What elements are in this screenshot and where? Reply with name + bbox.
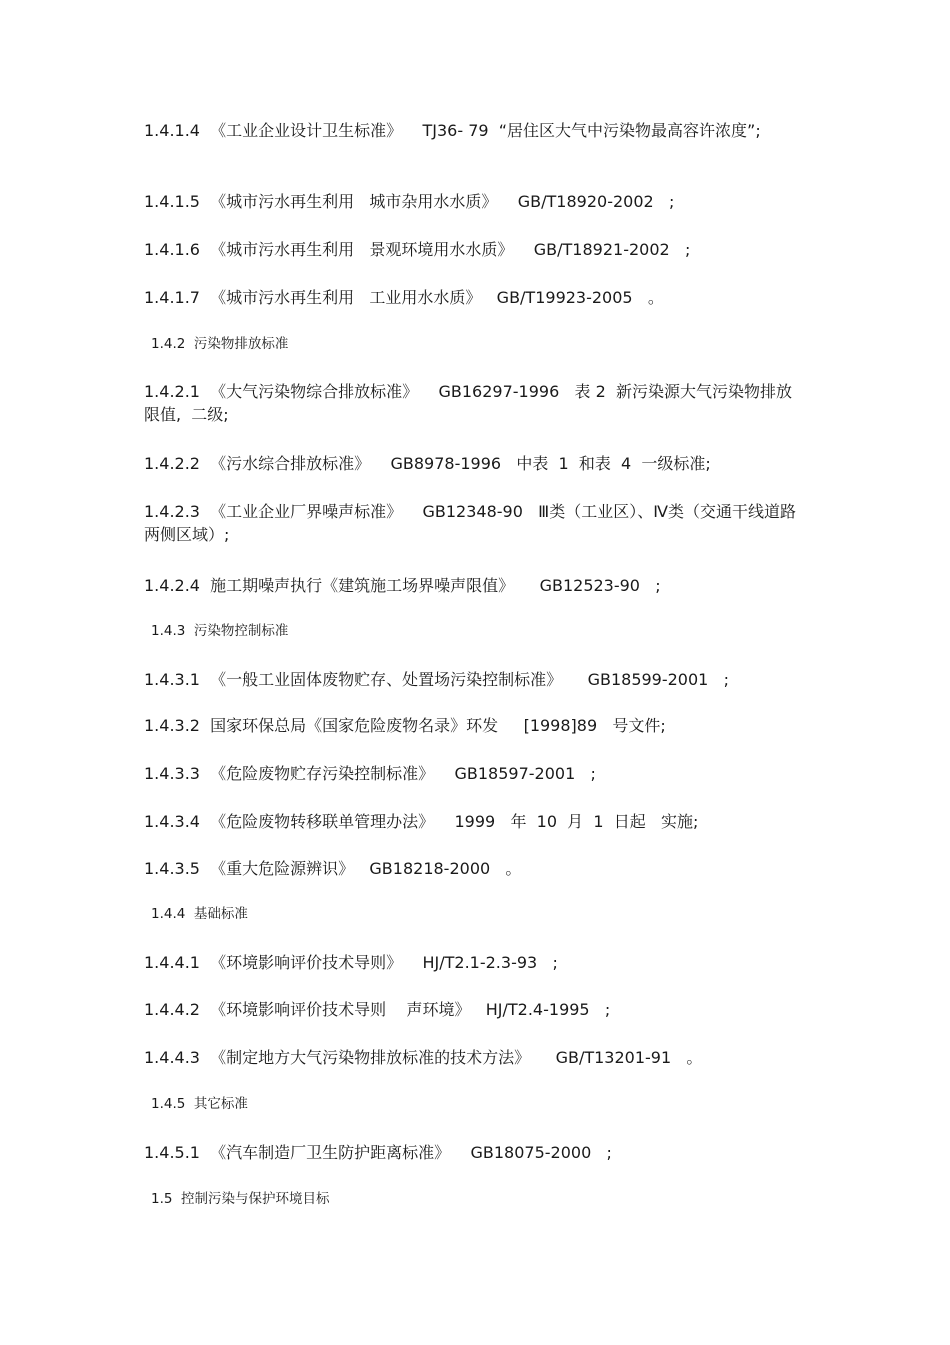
item-1-4-4-2: 1.4.4.2 《环境影响评价技术导则 声环境》 HJ/T2.4-1995 ;	[144, 1000, 611, 1019]
item-1-4-3-4: 1.4.3.4 《危险废物转移联单管理办法》 1999 年 10 月 1 日起 实施;	[144, 812, 699, 831]
section-heading-1-4-5: 1.4.5 其它标准	[151, 1096, 248, 1112]
item-1-4-5-1: 1.4.5.1 《汽车制造厂卫生防护距离标准》 GB18075-2000 ;	[144, 1143, 612, 1162]
item-1-4-1-5: 1.4.1.5 《城市污水再生利用 城市杂用水水质》 GB/T18920-2002 ;	[144, 192, 675, 211]
item-1-4-3-1: 1.4.3.1 《一般工业固体废物贮存、处置场污染控制标准》 GB18599-2001 ;	[144, 670, 729, 689]
section-heading-1-4-2: 1.4.2 污染物排放标准	[151, 336, 289, 352]
item-1-4-4-3: 1.4.4.3 《制定地方大气污染物排放标准的技术方法》 GB/T13201-91 。	[144, 1048, 703, 1067]
item-1-4-1-7: 1.4.1.7 《城市污水再生利用 工业用水水质》 GB/T19923-2005 。	[144, 288, 664, 307]
item-1-4-4-1: 1.4.4.1 《环境影响评价技术导则》 HJ/T2.1-2.3-93 ;	[144, 953, 558, 972]
section-heading-1-5: 1.5 控制污染与保护环境目标	[151, 1191, 330, 1207]
item-1-4-3-2: 1.4.3.2 国家环保总局《国家危险废物名录》环发 [1998]89 号文件;	[144, 716, 666, 735]
item-1-4-3-3: 1.4.3.3 《危险废物贮存污染控制标准》 GB18597-2001 ;	[144, 764, 596, 783]
item-1-4-2-3: 1.4.2.3 《工业企业厂界噪声标准》 GB12348-90 Ⅲ类（工业区）、Ⅳ类（交通干线道路两侧区域）;	[144, 502, 796, 544]
item-1-4-2-1: 1.4.2.1 《大气污染物综合排放标准》 GB16297-1996 表 2 新污染源大气污染物排放限值, 二级;	[144, 382, 792, 424]
item-1-4-1-6: 1.4.1.6 《城市污水再生利用 景观环境用水水质》 GB/T18921-2002 ;	[144, 240, 691, 259]
item-1-4-1-4: 1.4.1.4 《工业企业设计卫生标准》 TJ36- 79 “居住区大气中污染物最高容许浓度”;	[144, 121, 761, 140]
item-1-4-2-2: 1.4.2.2 《污水综合排放标准》 GB8978-1996 中表 1 和表 4 一级标准;	[144, 454, 711, 473]
section-heading-1-4-4: 1.4.4 基础标准	[151, 906, 248, 922]
section-heading-1-4-3: 1.4.3 污染物控制标准	[151, 623, 289, 639]
item-1-4-2-4: 1.4.2.4 施工期噪声执行《建筑施工场界噪声限值》 GB12523-90 ;	[144, 576, 661, 595]
item-1-4-3-5: 1.4.3.5 《重大危险源辨识》 GB18218-2000 。	[144, 859, 522, 878]
